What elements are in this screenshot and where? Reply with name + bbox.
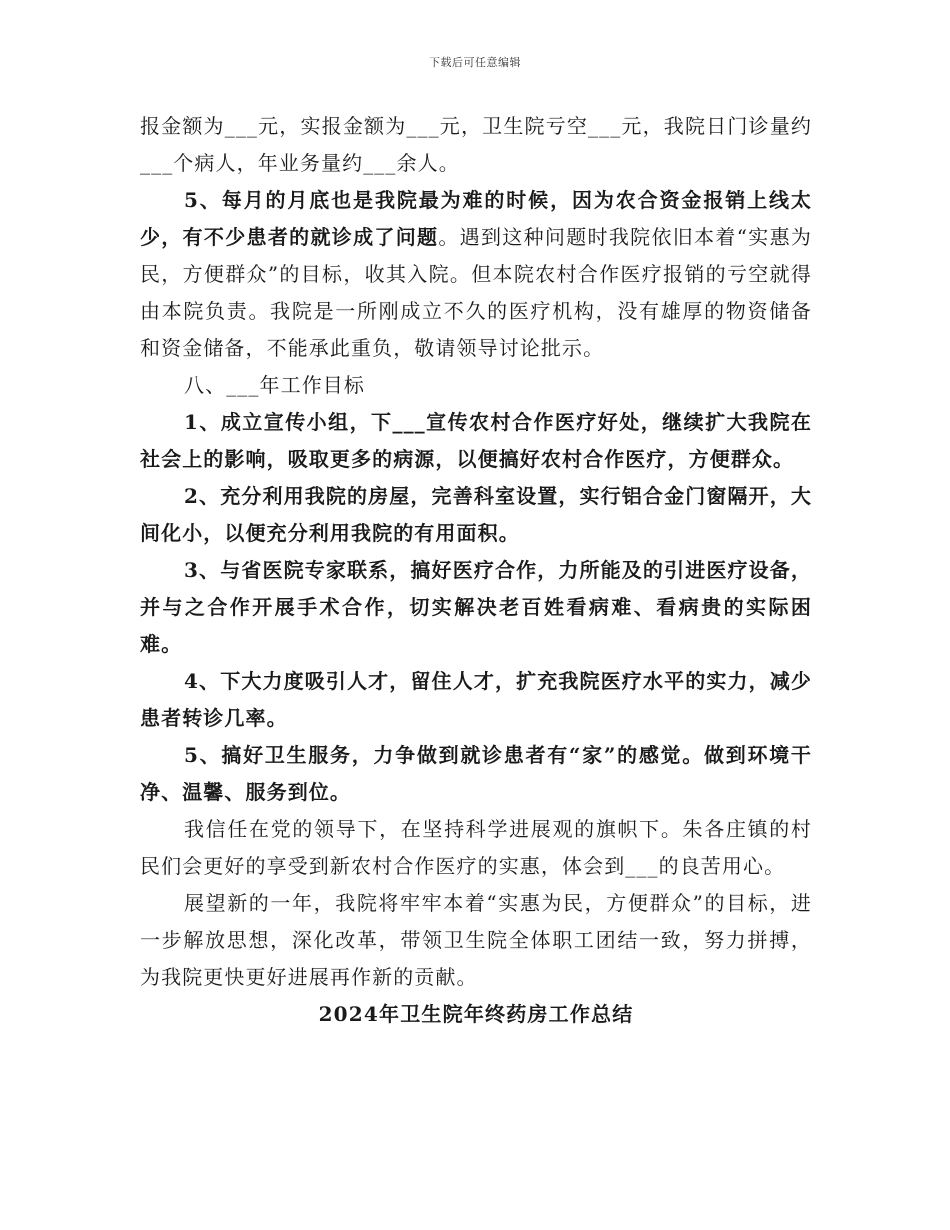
page-header: 下载后可任意编辑	[429, 56, 521, 69]
paragraph-amounts: 报金额为___元，实报金额为___元，卫生院亏空___元，我院日门诊量约___个病人，年业务量约___余人。	[140, 114, 812, 175]
goal-item-1: 1、成立宣传小组，下___宣传农村合作医疗好处，继续扩大我院在社会上的影响，吸取更多的病源，以便搞好农村合作医疗，方便群众。	[140, 410, 812, 471]
goal-item-2: 2、充分利用我院的房屋，完善科室设置，实行铝合金门窗隔开，大间化小，以便充分利用我院的有用面积。	[140, 484, 812, 545]
goal-item-5: 5、搞好卫生服务，力争做到就诊患者有“家”的感觉。做到环境干净、温馨、服务到位。	[140, 743, 812, 804]
section-heading-goals: 八、___年工作目标	[184, 373, 365, 397]
document-body	[140, 108, 812, 1033]
goal-item-3: 3、与省医院专家联系，搞好医疗合作，力所能及的引进医疗设备，并与之合作开展手术合作，切实解决老百姓看病难、看病贵的实际困难。	[140, 558, 812, 656]
paragraph-month-end-rest: 。遇到这种问题时我院依旧本着“实惠为民，方便群众”的目标，收其入院。但本院农村合作医疗报销的亏空就得由本院负责。我院是一所刚成立不久的医疗机构，没有雄厚的物资储备和资金储备，不能承此重负，敬请领导讨论批示。	[140, 225, 812, 360]
paragraph-month-end	[140, 182, 812, 367]
paragraph-month-end-bold: 5、每月的月底也是我院最为难的时候，因为农合资金报销上线太少，有不少患者的就诊成了问题	[140, 188, 812, 249]
paragraph-outlook: 展望新的一年，我院将牢牢本着“实惠为民，方便群众”的目标，进一步解放思想，深化改革，带领卫生院全体职工团结一致，努力拼搏，为我院更快更好进展再作新的贡献。	[140, 891, 812, 989]
paragraph-trust: 我信任在党的领导下，在坚持科学进展观的旗帜下。朱各庄镇的村民们会更好的享受到新农村合作医疗的实惠，体会到___的良苦用心。	[140, 817, 812, 878]
goal-item-4: 4、下大力度吸引人才，留住人才，扩充我院医疗水平的实力，减少患者转诊几率。	[140, 669, 812, 730]
next-document-title: 2024年卫生院年终药房工作总结	[318, 1002, 634, 1026]
